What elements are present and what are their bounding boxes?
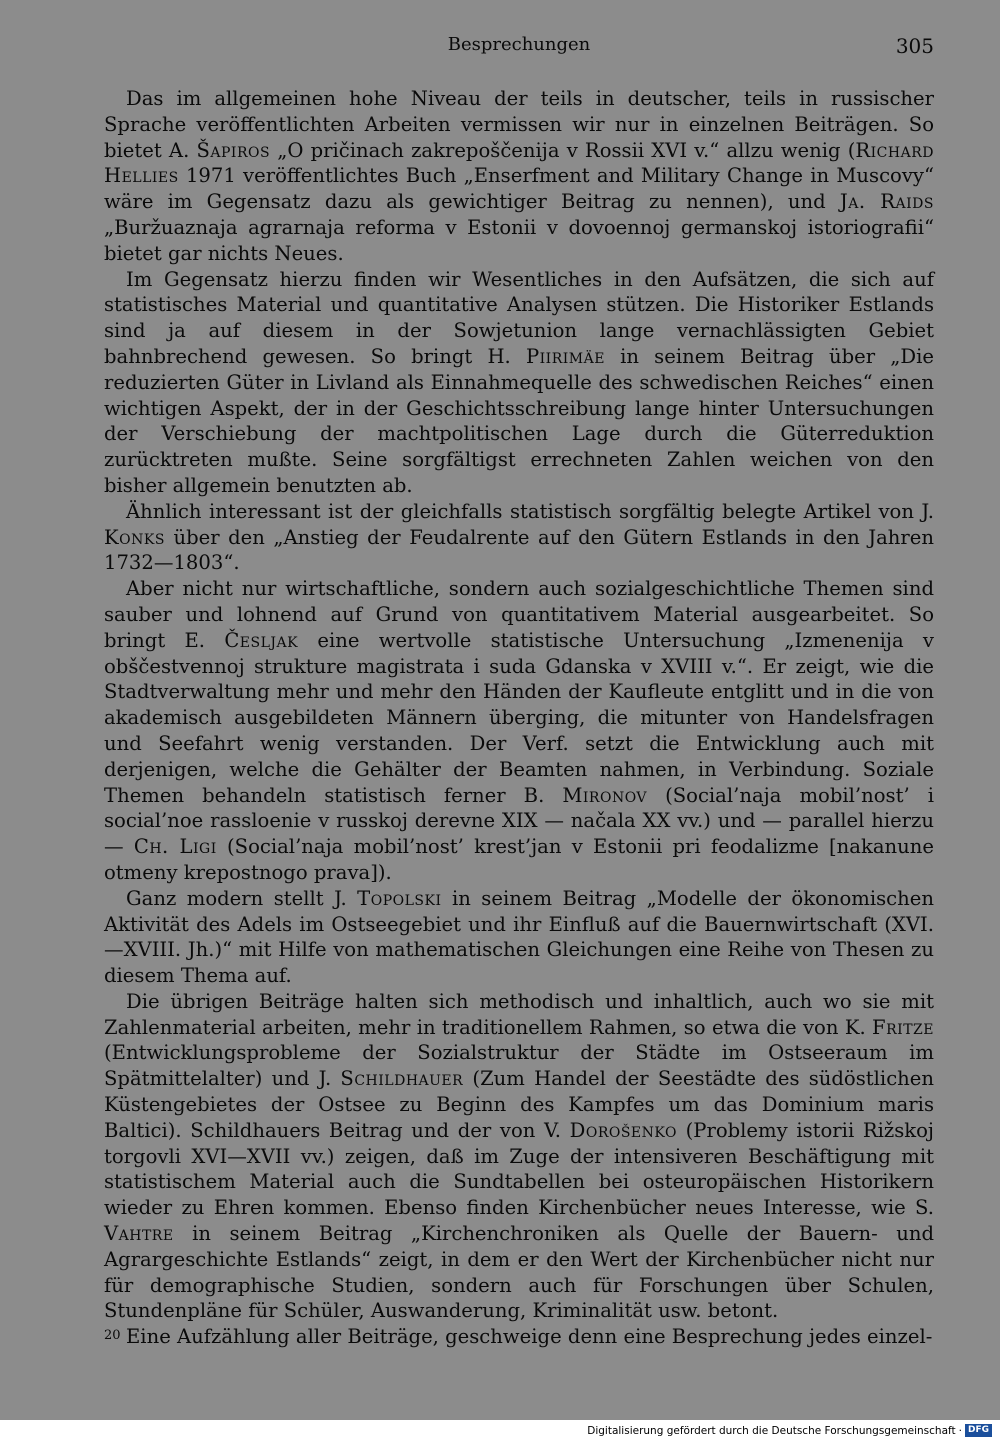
text-run: Ähnlich interessant ist der gleichfalls statistisch sorgfältig belegte Artikel von J. (126, 499, 934, 523)
text-run: „Buržuaznaja agrarnaja reforma v Estonii v dovoennoj germanskoj istoriografii“ bietet gar nichts Neues. (104, 215, 934, 265)
author-name: Dorošenko (569, 1118, 677, 1142)
text-run: über den „Anstieg der Feudalrente auf den Gütern Estlands in den Jahren 1732—1803“. (104, 525, 934, 575)
author-name: Schildhauer (340, 1067, 464, 1091)
author-name: Ja. Raids (839, 190, 934, 214)
text-run: (Zum Handel der Seestädte des südöstlichen Küstengebietes der Ostsee zu Beginn des Kampfes um das Dominium maris Baltici). Schildhauers Beitrag und der von V. (104, 1067, 934, 1142)
text-run: Das im allgemeinen hohe Niveau der teils in deutscher, teils in russischer Sprache veröffentlichten Arbeiten vermissen wir nur in einzelnen Beiträgen. So bietet A. (104, 87, 934, 162)
author-name: Ch. Ligi (133, 835, 217, 859)
text-run: 1971 veröffentlichtes Buch „Enserfment and Military Change in Muscovy“ wäre im Gegensatz dazu als gewichtiger Beitrag zu nennen), und (104, 164, 934, 214)
paragraph-1 (104, 86, 934, 267)
paragraph-5 (104, 886, 934, 989)
author-name: Richard Hellies (104, 138, 934, 188)
paragraph-6 (104, 989, 934, 1324)
paragraph-2 (104, 267, 934, 499)
text-run: Eine Aufzählung aller Beiträge, geschweige denn eine Besprechung jedes einzel- (126, 1325, 933, 1349)
body-text (104, 86, 934, 1350)
running-title: Besprechungen (447, 34, 591, 55)
author-name: Piirimäe (525, 344, 605, 368)
author-name: Fritze (872, 1015, 934, 1039)
author-name: Šapiros (196, 138, 271, 162)
text-run: eine wertvolle statistische Untersuchung „Izmenenija v obščestvennoj strukture magistrata i suda Gdanska v XVIII v.“. Er zeigt, wie die Stadtverwaltung mehr und mehr den Händen der Kaufleute entglitt und in die von akademisch ausgebildeten Männern überging, die mitunter von Handelsfragen und Seefahrt wenig verstanden. Der Verf. setzt die Entwicklung auch mit derjenigen, welche die Gehälter der Beamten nahmen, in Verbindung. Soziale Themen behandeln statistisch ferner B. (104, 628, 934, 807)
author-name: Topolski (357, 886, 442, 910)
footer-text: Digitalisierung gefördert durch die Deutsche Forschungsgemeinschaft (587, 1424, 956, 1437)
text-run: Ganz modern stellt J. (126, 886, 358, 910)
author-name: Konks (104, 525, 165, 549)
author-name: Česljak (224, 628, 299, 652)
text-run: „O pričinach zakrepoščenija v Rossii XVI v.“ allzu wenig ( (270, 138, 856, 162)
footer-separator: · (958, 1424, 962, 1437)
text-run: Aber nicht nur wirtschaftliche, sondern auch sozialgeschichtliche Themen sind sauber und lohnend auf Grund von quantitativem Material ausgearbeitet. So bringt E. (104, 577, 934, 652)
text-run: (Social’naja mobil’nost’ krest’jan v Estonii pri feodalizme [nakanune otmeny krepostnogo prava]). (104, 835, 934, 884)
paragraph-3 (104, 499, 934, 576)
digitization-footer (587, 1424, 992, 1437)
paragraph-4 (104, 576, 934, 886)
text-run: Im Gegensatz hierzu finden wir Wesentliches in den Aufsätzen, die sich auf statistisches Material und quantitative Analysen stützen. Die Historiker Estlands sind ja auf diesem in der Sowjetunion lange vernachlässigten Gebiet bahnbrechend gewesen. So bringt H. (104, 267, 934, 368)
text-run: Die übrigen Beiträge halten sich methodisch und inhaltlich, auch wo sie mit Zahlenmaterial arbeiten, mehr in traditionellem Rahmen, so etwa die von K. (104, 989, 934, 1039)
signature-mark: 20 (104, 1328, 121, 1343)
author-name: Vahtre (104, 1222, 174, 1246)
author-name: Mironov (562, 783, 648, 807)
text-run: in seinem Beitrag über „Die reduzierten Güter in Livland als Einnahmequelle des schwedischen Reiches“ einen wichtigen Aspekt, der in der Geschichtsschreibung lange hinter Untersuchungen der Verschiebung der machtpolitischen Lage durch die Güterreduktion zurücktreten mußte. Seine sorgfältigst errechneten Zahlen weichen von den bisher allgemein benutzten ab. (104, 344, 934, 497)
dfg-logo-icon: DFG (965, 1424, 992, 1437)
text-run: in seinem Beitrag „Kirchenchroniken als Quelle der Bauern- und Agrargeschichte Estlands“ zeigt, in dem er den Wert der Kirchenbücher nicht nur für demographische Studien, sondern auch für Forschungen über Schulen, Stundenpläne für Schüler, Auswanderung, Kriminalität usw. betont. (104, 1222, 934, 1323)
text-run: (Entwicklungsprobleme der Sozialstruktur der Städte im Ostseeraum im Spätmittelalter) und J. (104, 1041, 934, 1091)
paragraph-7 (104, 1324, 934, 1350)
text-run: (Social’naja mobil’nost’ i social’noe rassloenie v russkoj derevne XIX — načala XX vv.) und — parallel hierzu — (104, 783, 934, 859)
running-head (104, 34, 934, 64)
text-run: in seinem Beitrag „Modelle der ökonomischen Aktivität des Adels im Ostseegebiet und ihr Einfluß auf die Bauernwirtschaft (XVI.—XVIII. Jh.)“ mit Hilfe von mathematischen Gleichungen eine Reihe von Thesen zu diesem Thema auf. (104, 886, 934, 988)
text-run: (Problemy istorii Rižskoj torgovli XVI—XVII vv.) zeigen, daß im Zuge der intensiveren Beschäftigung mit statistischem Material auch die Sundtabellen bei osteuropäischen Historikern wieder zu Ehren kommen. Ebenso finden Kirchenbücher neues Interesse, wie S. (104, 1118, 934, 1220)
page-number: 305 (895, 34, 934, 58)
